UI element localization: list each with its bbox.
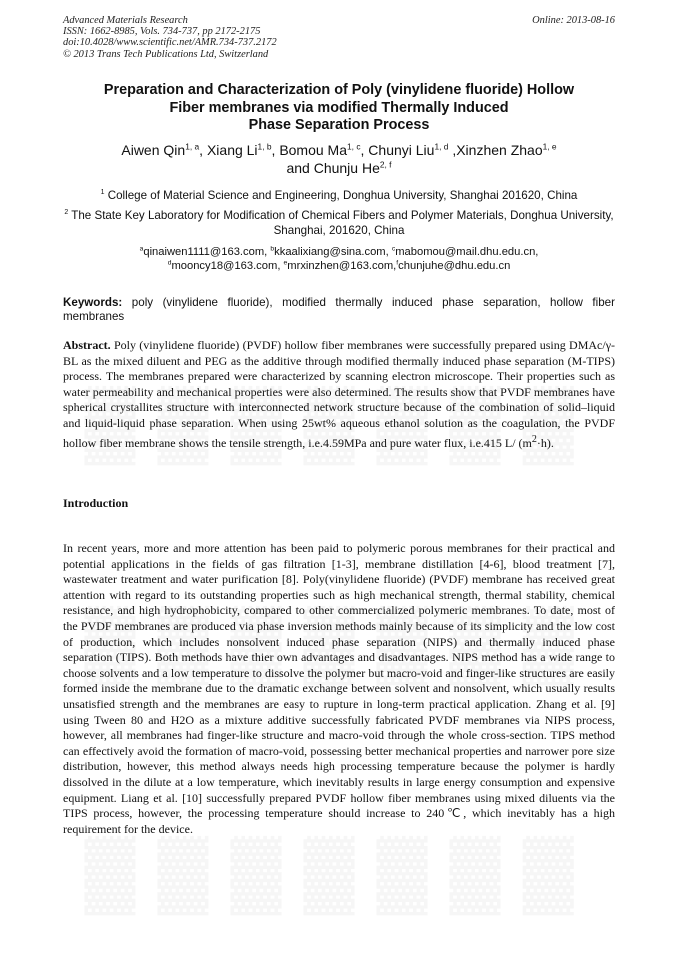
watermark-band xyxy=(60,830,620,910)
author-line xyxy=(63,159,615,177)
email-address: mabomou@mail.dhu.edu.cn xyxy=(395,246,536,258)
author-separator: , xyxy=(448,142,457,158)
author-sup: 1, c xyxy=(347,141,361,152)
author-separator: , xyxy=(199,142,207,158)
paper-title xyxy=(63,82,615,135)
keywords-label: Keywords: xyxy=(63,296,123,309)
email-sup: a xyxy=(139,245,144,253)
journal-doi: doi:10.4028/www.scientific.net/AMR.734-737.2172 xyxy=(63,37,277,49)
email-sup: d xyxy=(167,259,172,267)
online-date: Online: 2013-08-16 xyxy=(532,15,615,26)
author-name: and Chunju He xyxy=(286,160,380,176)
author-name: Chunyi Liu xyxy=(368,142,435,158)
email-separator: , xyxy=(393,260,397,272)
section-heading: Introduction xyxy=(63,496,129,510)
abstract-paragraph xyxy=(63,338,615,451)
journal-copyright: © 2013 Trans Tech Publications Ltd, Switzerland xyxy=(63,48,269,60)
title-line: Phase Separation Process xyxy=(248,117,430,134)
author-sup: 1, d xyxy=(434,141,449,152)
author-name: Bomou Ma xyxy=(279,142,348,158)
email-line xyxy=(63,259,615,273)
email-address: kkaalixiang@sina.com xyxy=(274,246,386,258)
abstract-text: Poly (vinylidene fluoride) (PVDF) hollow fiber membranes were successfully prepared using DMAc/γ-BL as the mixed diluent and PEG as the additive through modified thermally induced phase separation (M-TIPS) process. The membranes prepared were characterized by scanning electron microscope. Their properties such as water permeability and mechanical properties were also determined. The results show that PVDF membranes have spherical crystallites structure with interconnected network structure because of the combination of solid–liquid and liquid-liquid phase separation. When using 25wt% aqueous ethanol solution as the coagulation, the PVDF hollow fiber membrane shows the tensile strength, i.e.4.59MPa and pure water flux, i.e.415 L/ (m xyxy=(63,338,616,450)
affiliation-text: The State Key Laboratory for Modification of Chemical Fibers and Polymer Materials, Donghua University, Shanghai, 201620, China xyxy=(71,209,614,238)
author-name: Aiwen Qin xyxy=(121,142,186,158)
keywords-text: poly (vinylidene fluoride), modified thermally induced phase separation, hollow fiber membranes xyxy=(63,296,615,323)
abstract-text-end: ·h). xyxy=(536,435,554,450)
email-address: mooncy18@163.com xyxy=(171,260,278,272)
author-sup: 2, f xyxy=(379,159,392,170)
title-line: Fiber membranes via modified Thermally Induced xyxy=(169,99,509,116)
email-separator: , xyxy=(277,260,284,272)
abstract-sup: 2 xyxy=(531,433,537,445)
affiliation-sup: 1 xyxy=(100,189,105,197)
keywords-paragraph xyxy=(63,296,615,324)
affiliation-sup: 2 xyxy=(64,209,69,217)
email-address: mrxinzhen@163.com xyxy=(287,260,394,272)
introduction-paragraph: In recent years, more and more attention has been paid to polymeric porous membranes for their practical and potential applications in the fields of gas filtration [1-3], membrane distillation [4-6], blood treatment [7], wastewater treatment and water purification [8]. Poly(vinylidene fluoride) (PVDF) membrane has received great attention with regard to its outstanding properties such as high mechanical strength, thermal stability, chemical resistance, and high hydrophobicity, compared to other commercialized polymeric membranes. To date, most of the PVDF membranes are produced via phase inversion methods mainly because of its simplicity and the low cost of production, which includes nonsolvent induced phase separation (NIPS) and thermally induced phase separation (TIPS). Both methods have thier own advantages and disadvantages. NIPS method has a wide range to choose solvents and a low temperature to dissolve the polymer but macro-void and finger-like structures are easily formed inside the membrane due to the dramatic exchange between solvent and nonsolvent, which usually results unsatisfied strength and the membranes are easy to rupture in long-term practical application. Zhang et al. [9] using Tween 80 and H2O as a mixture additive successfully fabricated PVDF membranes via NIPS process, however, all membranes had finger-like structure and macro-void through the whole cross-section. TIPS method can effectively avoid the formation of macro-void, possessing better mechanical properties and narrower pore size distribution, however, this method always needs high processing temperature because the polymer is hardly dissolved in the dilute at a low temperature, which inevitably results in large energy consumption and expensive equipment. Liang et al. [10] successfully prepared PVDF hollow fiber membranes using mixed diluents via the TIPS process, however, the processing temperature should increase to 240℃, which inevitably has a high requirement for the device. xyxy=(63,541,615,836)
author-name: Xiang Li xyxy=(206,142,258,158)
author-sup: 1, a xyxy=(185,141,200,152)
author-line xyxy=(63,141,615,159)
email-sup: b xyxy=(270,245,275,253)
email-separator: , xyxy=(264,246,271,258)
author-sup: 1, b xyxy=(257,141,272,152)
email-address: chunjuhe@dhu.edu.cn xyxy=(398,260,511,272)
journal-header xyxy=(63,15,615,60)
affiliation xyxy=(63,208,615,238)
journal-name: Advanced Materials Research xyxy=(63,15,188,26)
affiliation-text: College of Material Science and Engineering, Donghua University, Shanghai 201620, China xyxy=(107,189,578,202)
email-separator: , xyxy=(535,246,539,258)
author-separator: , xyxy=(271,142,280,158)
email-line xyxy=(63,245,615,259)
author-name: Xinzhen Zhao xyxy=(456,142,543,158)
author-sup: 1, e xyxy=(542,141,557,152)
abstract-label: Abstract. xyxy=(63,338,111,352)
author-separator: , xyxy=(360,142,369,158)
email-list xyxy=(63,245,615,273)
email-sup: c xyxy=(391,245,396,253)
email-address: qinaiwen1111@163.com xyxy=(143,246,265,258)
email-sup: e xyxy=(283,259,288,267)
email-separator: , xyxy=(385,246,392,258)
affiliation xyxy=(63,188,615,203)
email-sup: f xyxy=(396,259,399,267)
journal-issn: ISSN: 1662-8985, Vols. 734-737, pp 2172-2175 xyxy=(63,26,261,38)
author-list xyxy=(63,141,615,177)
title-line: Preparation and Characterization of Poly (vinylidene fluoride) Hollow xyxy=(103,82,575,98)
